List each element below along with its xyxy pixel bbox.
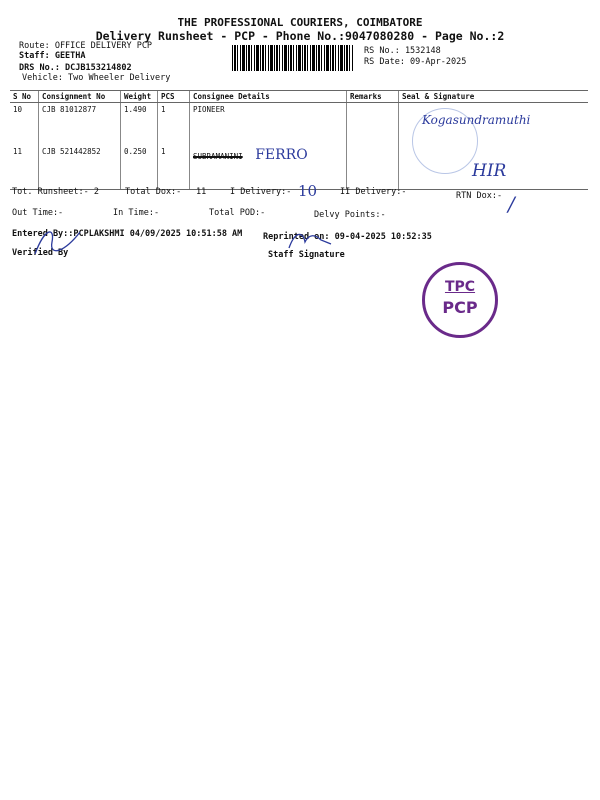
i-delivery-handwritten: 10 [298, 182, 318, 200]
col-weight: Weight [121, 91, 158, 103]
table-row [10, 103, 588, 146]
cell-consignee [190, 145, 347, 190]
reprinted-on: Reprinted on: 09-04-2025 10:52:35 [263, 232, 432, 242]
cell-signature [399, 103, 589, 146]
cell-consignee: PIONEER [190, 103, 347, 146]
rtn-dox-label: RTN Dox:- [456, 191, 503, 201]
cell-sno: 11 [10, 145, 39, 190]
cell-remarks [347, 103, 399, 146]
cell-pcs: 1 [158, 103, 190, 146]
staff-label: Staff: GEETHA [19, 51, 86, 61]
ii-delivery-label: II Delivery:- [340, 187, 407, 197]
verified-by: Verified By [12, 248, 69, 258]
tot-runsheet: Tot. Runsheet:- 2 [12, 187, 99, 197]
rtn-dox-handwritten: / [508, 192, 515, 216]
runsheet-title: Delivery Runsheet - PCP - Phone No.:9047080280 - Page No.:2 [95, 29, 505, 43]
i-delivery-label: I Delivery:- [230, 187, 292, 197]
rs-number: RS No.: 1532148 [364, 46, 441, 56]
consignee-name: SUBRAMANINI [193, 152, 243, 161]
consignment-table [10, 90, 588, 190]
cell-signature [399, 145, 589, 190]
col-consignment: Consignment No [39, 91, 121, 103]
entered-by: Entered By::PCPLAKSHMI 04/09/2025 10:51:58 AM [12, 229, 243, 239]
stamp-line-1: TPC [444, 279, 476, 295]
barcode-image [232, 45, 354, 71]
total-dox-label: Total Dox:- [125, 187, 182, 197]
col-pcs: PCS [158, 91, 190, 103]
stamp-line-2: PCP [442, 298, 478, 317]
cell-consignment: CJB 81012877 [39, 103, 121, 146]
cell-sno: 10 [13, 105, 23, 114]
col-seal-signature: Seal & Signature [399, 91, 589, 103]
cell-remarks [347, 145, 399, 190]
handwritten-note: FERRO [255, 147, 308, 163]
drs-number: DRS No.: DCJB153214802 [19, 63, 132, 73]
handwritten-signature: Kogasundramuthi [422, 113, 531, 127]
route-label: Route: OFFICE DELIVERY PCP [19, 41, 153, 51]
rs-date: RS Date: 09-Apr-2025 [364, 57, 467, 67]
delvy-points: Delvy Points:- [314, 210, 386, 220]
tpc-stamp [422, 262, 498, 338]
handwritten-initials: HIR [472, 161, 507, 181]
vehicle-label: Vehicle: Two Wheeler Delivery [22, 73, 171, 83]
in-time: In Time:- [113, 208, 160, 218]
cell-consignment: CJB 521442852 [39, 145, 121, 190]
staff-signature: Staff Signature [268, 250, 345, 260]
total-pod: Total POD:- [209, 208, 266, 218]
cell-weight: 1.490 [121, 103, 158, 146]
table-header-row [10, 91, 588, 103]
verifier-signature-mark [30, 222, 90, 262]
cell-weight: 0.250 [121, 145, 158, 190]
staff-signature-mark [285, 226, 335, 254]
out-time: Out Time:- [12, 208, 64, 218]
col-sno: S No [10, 91, 39, 103]
cell-pcs: 1 [158, 145, 190, 190]
col-remarks: Remarks [347, 91, 399, 103]
col-consignee: Consignee Details [190, 91, 347, 103]
company-title: THE PROFESSIONAL COURIERS, COIMBATORE [177, 16, 423, 29]
total-dox-value: 11 [196, 187, 207, 197]
